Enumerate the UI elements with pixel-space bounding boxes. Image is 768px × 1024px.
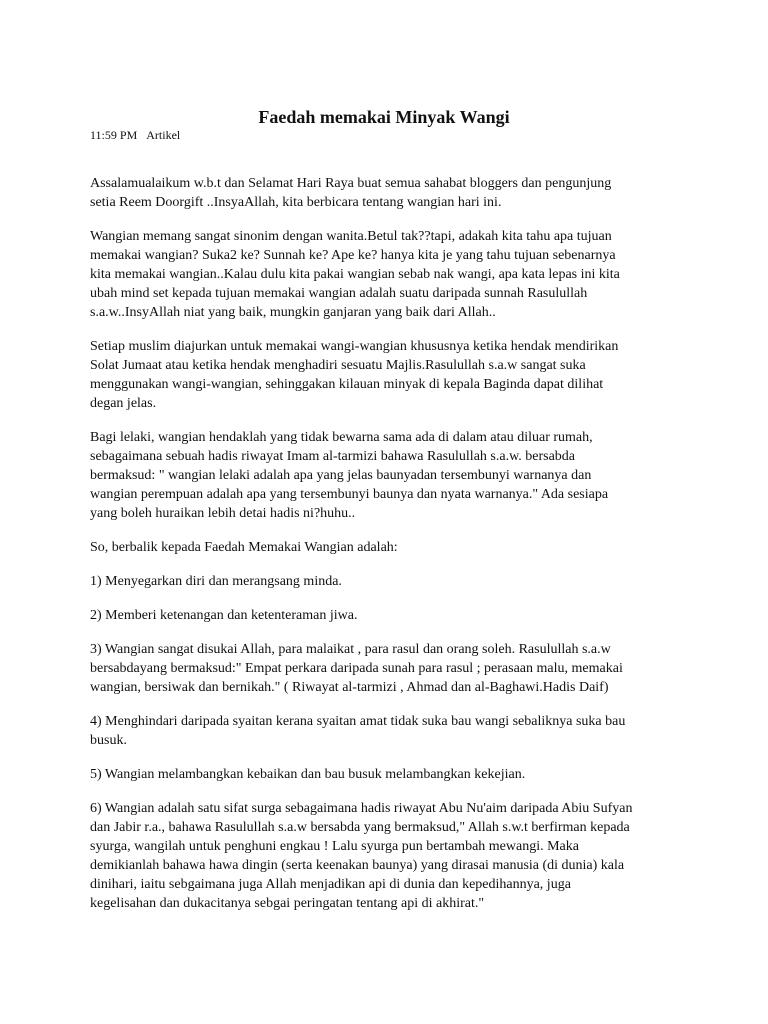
paragraph-line: Setiap muslim diajurkan untuk memakai wangi-wangian khususnya ketika hendak mendirikan <box>90 339 619 354</box>
paragraph-line: 5) Wangian melambangkan kebaikan dan bau busuk melambangkan kekejian. <box>90 767 526 782</box>
paragraph <box>90 337 690 413</box>
paragraph-line: busuk. <box>90 733 127 748</box>
paragraph-line: Assalamualaikum w.b.t dan Selamat Hari Raya buat semua sahabat bloggers dan pengunjung <box>90 176 612 191</box>
paragraph <box>90 174 690 212</box>
paragraph-line: Wangian memang sangat sinonim dengan wanita.Betul tak??tapi, adakah kita tahu apa tujuan <box>90 229 612 244</box>
paragraph-gap <box>90 557 690 572</box>
paragraph-line: kita memakai wangian..Kalau dulu kita pakai wangian sebab nak wangi, apa kata lepas ini kita <box>90 267 620 282</box>
paragraph-line: So, berbalik kepada Faedah Memakai Wangian adalah: <box>90 540 398 555</box>
paragraph-gap <box>90 697 690 712</box>
article-meta <box>90 127 180 143</box>
paragraph-line: syurga, wangilah untuk penghuni engkau ! Lalu syurga pun bertambah mewangi. Maka <box>90 839 579 854</box>
paragraph <box>90 765 690 784</box>
paragraph <box>90 428 690 523</box>
paragraph-gap <box>90 750 690 765</box>
paragraph-line: setia Reem Doorgift ..InsyaAllah, kita berbicara tentang wangian hari ini. <box>90 195 502 210</box>
paragraph-line: sebagaimana sebuah hadis riwayat Imam al-tarmizi bahawa Rasulullah s.a.w. bersabda <box>90 449 576 464</box>
paragraph-line: s.a.w..InsyAllah niat yang baik, mungkin ganjaran yang baik dari Allah.. <box>90 305 496 320</box>
paragraph <box>90 606 690 625</box>
paragraph-line: yang boleh huraikan lebih detai hadis ni?huhu.. <box>90 506 356 521</box>
article-body <box>90 174 690 913</box>
paragraph-gap <box>90 625 690 640</box>
article-title: Faedah memakai Minyak Wangi <box>258 107 510 127</box>
paragraph-line: bersabdayang bermaksud:" Empat perkara daripada sunah para rasul ; perasaan malu, memakai <box>90 661 623 676</box>
post-category: Artikel <box>146 128 181 142</box>
paragraph-gap <box>90 413 690 428</box>
paragraph-line: menggunakan wangi-wangian, sehinggakan kilauan minyak di kepala Baginda dapat dilihat <box>90 377 604 392</box>
paragraph-line: bermaksud: " wangian lelaki adalah apa yang jelas baunyadan tersembunyi warnanya dan <box>90 468 592 483</box>
paragraph <box>90 538 690 557</box>
paragraph-line: demikianlah bahawa hawa dingin (serta keenakan baunya) yang dirasai manusia (di dunia) kala <box>90 858 625 873</box>
paragraph-line: 3) Wangian sangat disukai Allah, para malaikat , para rasul dan orang soleh. Rasulullah s.a.w <box>90 642 611 657</box>
paragraph-gap <box>90 591 690 606</box>
paragraph-line: 2) Memberi ketenangan dan ketenteraman jiwa. <box>90 608 358 623</box>
paragraph-gap <box>90 322 690 337</box>
paragraph-line: dinihari, iaitu sebgaimana juga Allah menjadikan api di dunia dan kepedihannya, juga <box>90 877 571 892</box>
post-time: 11:59 PM <box>90 128 138 142</box>
paragraph-line: 1) Menyegarkan diri dan merangsang minda. <box>90 574 342 589</box>
paragraph-line: wangian perempuan adalah apa yang tersembunyi baunya dan nyata warnanya." Ada sesiapa <box>90 487 609 502</box>
paragraph-line: Solat Jumaat atau ketika hendak menghadiri sesuatu Majlis.Rasulullah s.a.w sangat suka <box>90 358 586 373</box>
paragraph <box>90 572 690 591</box>
paragraph-gap <box>90 523 690 538</box>
paragraph-line: 4) Menghindari daripada syaitan kerana syaitan amat tidak suka bau wangi sebaliknya suka bau <box>90 714 626 729</box>
paragraph <box>90 799 690 913</box>
paragraph <box>90 227 690 322</box>
paragraph-line: kegelisahan dan dukacitanya sebgai peringatan tentang api di akhirat." <box>90 896 485 911</box>
paragraph-line: wangian, bersiwak dan bernikah." ( Riwayat al-tarmizi , Ahmad dan al-Baghawi.Hadis Daif) <box>90 680 609 695</box>
paragraph-line: 6) Wangian adalah satu sifat surga sebagaimana hadis riwayat Abu Nu'aim daripada Abiu Sufyan <box>90 801 633 816</box>
paragraph-gap <box>90 212 690 227</box>
paragraph-line: degan jelas. <box>90 396 157 411</box>
paragraph-gap <box>90 784 690 799</box>
paragraph <box>90 712 690 750</box>
paragraph-line: Bagi lelaki, wangian hendaklah yang tidak bewarna sama ada di dalam atau diluar rumah, <box>90 430 593 445</box>
paragraph-line: memakai wangian? Suka2 ke? Sunnah ke? Ape ke? hanya kita je yang tahu tujuan sebenarnya <box>90 248 616 263</box>
paragraph <box>90 640 690 697</box>
paragraph-line: dan Jabir r.a., bahawa Rasulullah s.a.w bersabda yang bermaksud," Allah s.w.t berfirman kepada <box>90 820 630 835</box>
paragraph-line: ubah mind set kepada tujuan memakai wangian adalah suatu daripada sunnah Rasulullah <box>90 286 588 301</box>
